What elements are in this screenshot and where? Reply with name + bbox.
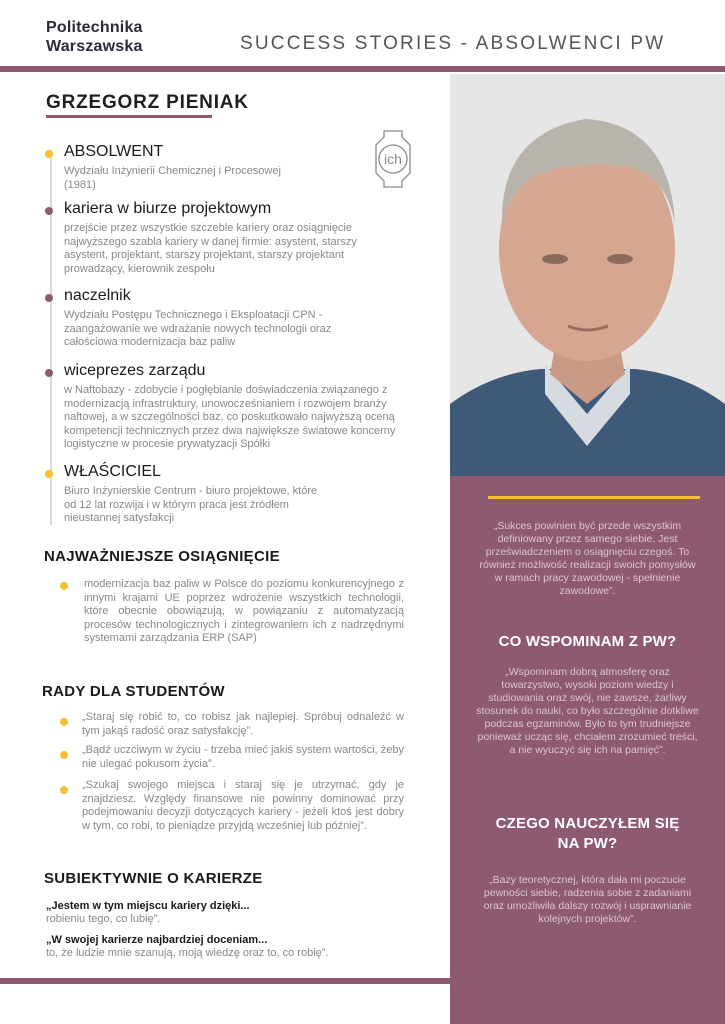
- timeline-title: ABSOLWENT: [64, 143, 164, 160]
- ich-icon: [366, 127, 420, 191]
- timeline-bullet: [45, 294, 53, 302]
- advice-title: RADY DLA STUDENTÓW: [42, 683, 225, 700]
- sidebar-title-learned: CZEGO NAUCZYŁEM SIĘ NA PW?: [495, 815, 680, 852]
- timeline-title: wiceprezes zarządu: [64, 362, 206, 379]
- page-header-title: SUCCESS STORIES - ABSOLWENCI PW: [240, 33, 666, 54]
- advice-item: „Staraj się robić to, co robisz jak najlepiej. Spróbuj odnaleźć w tym jakąś radość oraz satysfakcję”.: [82, 711, 404, 737]
- sidebar-text-learned: „Bazy teoretycznej, która dała mi poczucie pewności siebie, radzenia sobie z zadaniami oraz umożliwiła dalszy rozwój i usprawnianie kolejnych projektów”.: [483, 874, 692, 925]
- bottom-divider: [0, 978, 452, 984]
- timeline-title: kariera w biurze projektowym: [64, 200, 272, 217]
- subjective-question-2: „W swojej karierze najbardziej doceniam...: [46, 934, 268, 946]
- achievement-title: NAJWAŻNIEJSZE OSIĄGNIĘCIE: [44, 548, 280, 565]
- timeline-title: WŁAŚCICIEL: [64, 463, 161, 480]
- achievement-bullet: [60, 582, 68, 590]
- name-underline: [46, 115, 212, 118]
- sidebar-panel: [450, 476, 725, 1024]
- advice-bullet: [60, 751, 68, 759]
- achievement-text: modernizacja baz paliw w Polsce do poziomu konkurencyjnego z innymi krajami UE poprzez wdrożenie wszystkich technologii, które obecnie obowiązują, w powiązaniu z automatyzacją procesów technologicznych i zintegrowaniem ich z nadrzędnymi systemami zarządzania ERP (SAP): [84, 578, 404, 644]
- timeline-desc: Biuro Inżynierskie Centrum - biuro projektowe, które od 12 lat rozwija i w którym praca jest źródłem nieustannej satysfakcji: [64, 485, 318, 524]
- top-divider: [0, 66, 725, 72]
- timeline-desc: Wydziału Postępu Technicznego i Eksploatacji CPN - zaangażowanie we wdrażanie nowych technologii oraz całościowa modernizacja baz paliw: [64, 309, 332, 348]
- portrait-photo: [450, 74, 725, 476]
- timeline-desc: w Naftobazy - zdobycie i pogłębianie doświadczenia związanego z modernizacją infrastruktury, unowocześnianiem i rozwojem branży naftowej, a w szczególności baz, co poskutkowało najwyższą oceną kompetencji technicznych przez dwa największe światowe koncerny logistyczne w procesie prywatyzacji Spółki: [64, 384, 396, 450]
- university-logo: [46, 18, 143, 56]
- subjective-answer-1: robieniu tego, co lubię”.: [46, 913, 161, 925]
- timeline-desc: przejście przez wszystkie szczeble kariery oraz osiągnięcie najwyższego szabla kariery w danej firmie: asystent, starszy asystent, projektant, starszy projektant, starszy projektant prowadzący, kierownik zespołu: [64, 222, 357, 275]
- advice-item: „Bądź uczciwym w życiu - trzeba mieć jakiś system wartości, żeby nie ulegać pokusom życia”.: [82, 744, 404, 770]
- person-name: GRZEGORZ PIENIAK: [46, 92, 249, 113]
- svg-text:ich: ich: [384, 151, 402, 167]
- advice-bullet: [60, 786, 68, 794]
- timeline-desc: Wydziału Inżynierii Chemicznej i Procesowej (1981): [64, 165, 281, 191]
- sidebar-quote: „Sukces powinien być przede wszystkim definiowany przez samego siebie. Jest przeświadczeniem o osiągnięciu czegoś. To również możliwość realizacji swoich pomysłów w ramach pracy zawodowej - spełnienie zawodowe”.: [479, 520, 696, 597]
- timeline-bullet: [45, 369, 53, 377]
- logo-line-1: Politechnika: [46, 19, 143, 36]
- timeline-bullet: [45, 207, 53, 215]
- advice-item: „Szukaj swojego miejsca i staraj się je utrzymać, gdy je znajdziesz. Względy finansowe nie powinny dominować przy podejmowaniu decyzji dotyczących kariery - jeżeli ktoś jest dobry w tym, co robi, to pieniądze przyjdą wcześniej lub później”.: [82, 779, 404, 832]
- subjective-question-1: „Jestem w tym miejscu kariery dzięki...: [46, 900, 250, 912]
- subjective-title: SUBIEKTYWNIE O KARIERZE: [44, 870, 263, 887]
- timeline-bullet: [45, 150, 53, 158]
- logo-line-2: Warszawska: [46, 38, 143, 55]
- timeline-bullet: [45, 470, 53, 478]
- timeline-title: naczelnik: [64, 287, 131, 304]
- sidebar-text-memories: „Wspominam dobrą atmosferę oraz towarzystwo, wysoki poziom wiedzy i studiowania oraz swój, nie zawsze, żarliwy stosunek do nauki, co było szczególnie dotkliwe podczas egzaminów. Było to tym trudniejsze ponieważ ucząc się, chciałem zrozumieć treści, a nie wyuczyć się ich na pamięć”.: [476, 666, 699, 756]
- advice-bullet: [60, 718, 68, 726]
- sidebar-title-memories: CO WSPOMINAM Z PW?: [498, 633, 677, 650]
- subjective-answer-2: to, że ludzie mnie szanują, moją wiedzę oraz to, co robię”.: [46, 947, 329, 959]
- sidebar-accent-line: [488, 496, 700, 499]
